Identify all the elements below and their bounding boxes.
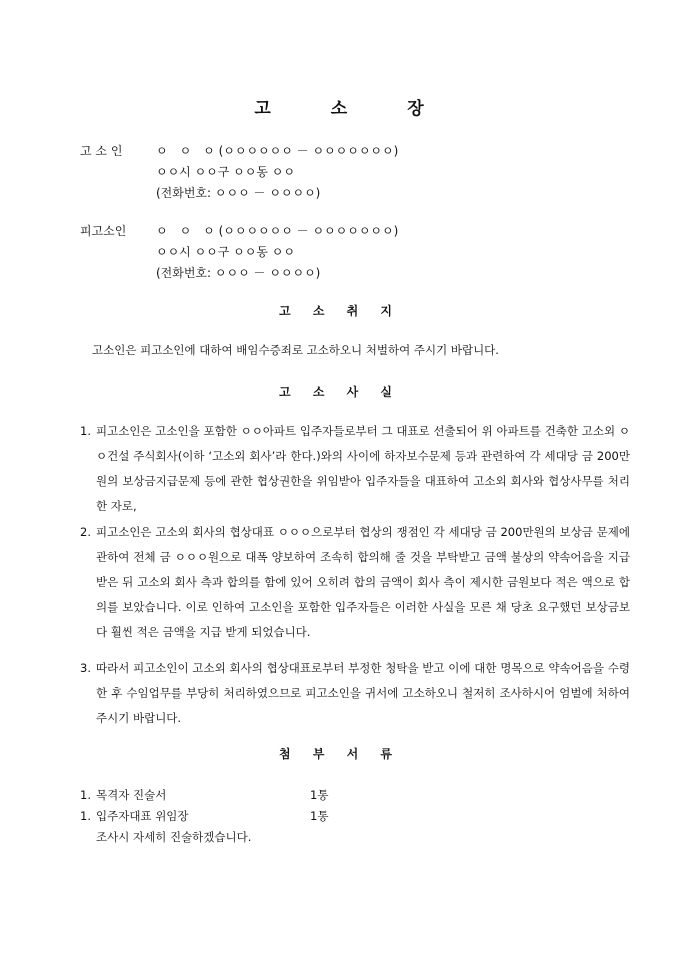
fact-item-2 [80,520,630,645]
attachments-heading: 첨 부 서 류 [279,747,401,761]
facts-heading: 고 소 사 실 [279,385,401,399]
title-char: 고 [254,99,273,119]
fact-number: 3. [80,661,91,675]
attachment-name: 목격자 진술서 [96,788,167,802]
attachment-note: 조사시 자세히 진술하겠습니다. [96,830,252,844]
attachment-name: 입주자대표 위임장 [96,809,189,823]
fact-number: 1. [80,424,91,438]
fact-number: 2. [80,525,91,539]
fact-text: 피고소인은 고소외 회사의 협상대표 ㅇㅇㅇ으로부터 협상의 쟁점인 각 세대당 금 200만원의 보상금 문제에 관하여 전체 금 ㅇㅇㅇ원으로 대폭 양보하여 조속히 합의해 줄 것을 부탁받고 금액 불상의 약속어음을 지급받은 뒤 고소외 회사 측과 합의를 함에 있어 오히려 합의 금액이 회사 측이 제시한 금원보다 적은 액으로 합의를 보았습니다. 이로 인하여 고소인을 포함한 입주자들은 이러한 사실을 모른 채 당초 요구했던 보상금보다 훨씬 적은 금액을 지급 받게 되었습니다. [96,525,631,639]
fact-text: 따라서 피고소인이 고소외 회사의 협상대표로부터 부정한 청탁을 받고 이에 대한 명목으로 약속어음을 수령한 후 수임업무를 부당히 처리하였으므로 피고소인을 귀서에 고소하오니 철저히 조사하시어 엄벌에 처하여 주시기 바랍니다. [96,661,630,725]
defendant-phone: (전화번호: ㅇㅇㅇ － ㅇㅇㅇㅇ) [156,266,321,280]
defendant-address: ㅇㅇ시 ㅇㅇ구 ㅇㅇ동 ㅇㅇ [156,245,295,259]
complainant-address: ㅇㅇ시 ㅇㅇ구 ㅇㅇ동 ㅇㅇ [156,165,295,179]
purpose-heading: 고 소 취 지 [279,304,401,318]
complainant-phone: (전화번호: ㅇㅇㅇ － ㅇㅇㅇㅇ) [156,186,321,200]
attachment-number: 1. [80,788,91,802]
fact-item-3 [80,656,630,731]
title-char: 장 [407,99,426,119]
attachment-quantity: 1통 [310,809,329,823]
fact-text: 피고소인은 고소인을 포함한 ㅇㅇ아파트 입주자들로부터 그 대표로 선출되어 위 아파트를 건축한 고소외 ㅇㅇ건설 주식회사(이하 ‘고소외 회사’라 한다.)와의 사이에 하자보수문제 등과 관련하여 각 세대당 금 200만원의 보상금지급문제 등에 관한 협상권한을 위임받아 입주자들을 대표하여 고소외 회사와 협상사무를 처리한 자로, [96,424,630,513]
attachment-item [80,784,328,806]
attachment-item [80,805,328,827]
defendant-label: 피고소인 [80,224,127,238]
complainant-label: 고 소 인 [80,144,123,158]
defendant-name-id: ㅇ ㅇ ㅇ (ㅇㅇㅇㅇㅇㅇ － ㅇㅇㅇㅇㅇㅇㅇ) [156,224,399,238]
purpose-text: 고소인은 피고소인에 대하여 배임수증죄로 고소하오니 처벌하여 주시기 바랍니다. [92,343,499,357]
complainant-name-id: ㅇ ㅇ ㅇ (ㅇㅇㅇㅇㅇㅇ － ㅇㅇㅇㅇㅇㅇㅇ) [156,144,399,158]
title-char: 소 [330,99,350,119]
attachment-quantity: 1통 [310,788,329,802]
attachment-number: 1. [80,809,91,823]
document-title [0,94,680,119]
fact-item-1 [80,419,630,519]
